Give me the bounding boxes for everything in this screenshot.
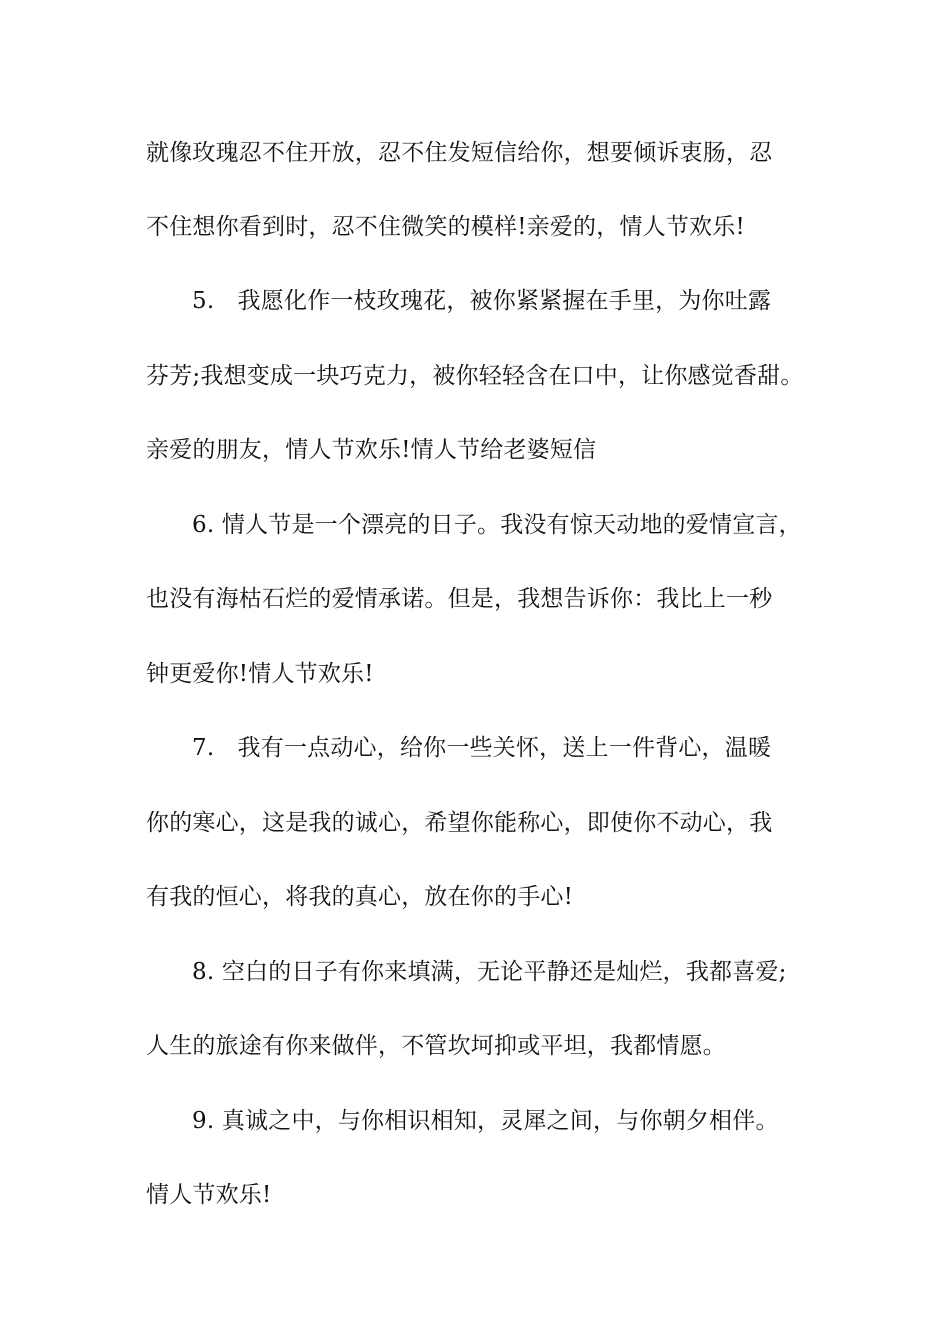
paragraph-line: 亲爱的朋友，情人节欢乐!情人节给老婆短信: [146, 437, 597, 463]
paragraph-line: 就像玫瑰忍不住开放，忍不住发短信给你，想要倾诉衷肠，忍: [146, 140, 773, 166]
paragraph-line: 6. 情人节是一个漂亮的日子。我没有惊天动地的爱情宣言，: [192, 512, 802, 538]
paragraph-line: 芬芳;我想变成一块巧克力，被你轻轻含在口中，让你感觉香甜。: [146, 363, 804, 389]
paragraph-line: 钟更爱你!情人节欢乐!: [146, 661, 374, 687]
paragraph-line: 7. 我有一点动心，给你一些关怀，送上一件背心，温暖: [192, 735, 772, 761]
paragraph-line: 不住想你看到时，忍不住微笑的模样!亲爱的，情人节欢乐!: [146, 214, 745, 240]
paragraph-line: 8. 空白的日子有你来填满，无论平静还是灿烂，我都喜爱;: [192, 959, 787, 985]
paragraph-line: 5. 我愿化作一枝玫瑰花，被你紧紧握在手里，为你吐露: [192, 288, 772, 314]
paragraph-line: 也没有海枯石烂的爱情承诺。但是，我想告诉你：我比上一秒: [146, 586, 773, 612]
paragraph-line: 9. 真诚之中，与你相识相知，灵犀之间，与你朝夕相伴。: [192, 1108, 779, 1134]
paragraph-line: 情人节欢乐!: [146, 1182, 272, 1208]
paragraph-line: 有我的恒心，将我的真心，放在你的手心!: [146, 884, 574, 910]
paragraph-line: 你的寒心，这是我的诚心，希望你能称心，即使你不动心，我: [146, 810, 773, 836]
paragraph-line: 人生的旅途有你来做伴，不管坎坷抑或平坦，我都情愿。: [146, 1033, 726, 1059]
